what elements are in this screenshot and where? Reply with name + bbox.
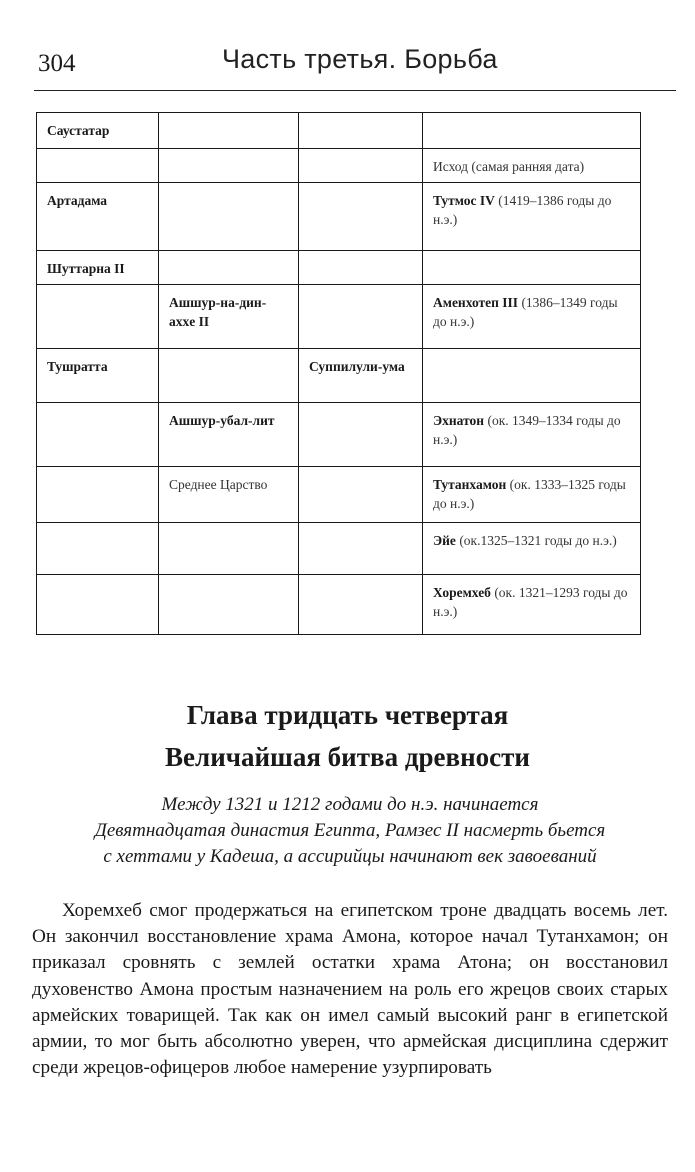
- cell-name: Тутмос IV: [433, 193, 495, 208]
- table-cell: [159, 523, 299, 575]
- table-row: [37, 285, 641, 349]
- table-cell: [299, 183, 423, 251]
- table-row: [37, 349, 641, 403]
- table-cell: [299, 149, 423, 183]
- table-cell: [423, 467, 641, 523]
- table-row: [37, 467, 641, 523]
- table-cell: [423, 575, 641, 635]
- epigraph-line: Девятнадцатая династия Египта, Рамзес II насмерть бьется: [94, 820, 606, 841]
- table-cell: [299, 467, 423, 523]
- table-row: [37, 113, 641, 149]
- table-cell: [159, 403, 299, 467]
- table-cell: [37, 251, 159, 285]
- cell-name: Аменхотеп III: [433, 295, 519, 310]
- table-cell: [299, 113, 423, 149]
- cell-dates: (1419–1386 годы до н.э.): [433, 193, 612, 227]
- cell-dates: (ок. 1349–1334 годы до н.э.): [433, 413, 621, 447]
- table-cell: [37, 467, 159, 523]
- table-cell: [37, 285, 159, 349]
- cell-name: Суппилули-ума: [309, 359, 405, 374]
- cell-name: Тутанхамон: [433, 477, 507, 492]
- table-row: [37, 523, 641, 575]
- cell-dates: (ок.1325–1321 годы до н.э.): [455, 533, 617, 548]
- table-cell: [423, 251, 641, 285]
- table-cell: [299, 403, 423, 467]
- table-cell: [299, 251, 423, 285]
- cell-name: Саустатар: [47, 123, 110, 138]
- table-cell: [159, 149, 299, 183]
- table-cell: [37, 403, 159, 467]
- cell-text: Среднее Царство: [169, 477, 268, 492]
- page-number: 304: [38, 50, 76, 77]
- table-cell: [37, 113, 159, 149]
- cell-dates: (1386–1349 годы до н.э.): [433, 295, 618, 329]
- cell-dates: (ок. 1321–1293 годы до н.э.): [433, 585, 628, 619]
- paragraph: Хоремхеб смог продержаться на египетском троне двадцать восемь лет. Он закончил восстановление храма Амона, которое начал Тутанхамон; он приказал сровнять с землей остатки храма Атона; он восстановил духовенство Амона простым назначением на роль его жрецов своих старых армейских товарищей. Так как он имел самый высокий ранг в египетской армии, то мог быть абсолютно уверен, что армейская дисциплина сдержит среди жрецов-офицеров любое намерение узурпировать: [32, 900, 668, 1079]
- table-cell: [159, 113, 299, 149]
- running-title: Часть третья. Борьба: [222, 44, 498, 74]
- table-cell: [423, 403, 641, 467]
- table-cell: [423, 183, 641, 251]
- epigraph-line: Между 1321 и 1212 годами до н.э. начинается: [161, 794, 539, 815]
- table-row: [37, 183, 641, 251]
- cell-name: Ашшур-на-дин-ахxe II: [169, 295, 267, 329]
- table-cell: [159, 285, 299, 349]
- cell-name: Тушратта: [47, 359, 108, 374]
- table-row: [37, 403, 641, 467]
- table-cell: [423, 349, 641, 403]
- table-cell: [423, 113, 641, 149]
- body-text: [32, 898, 668, 1081]
- table-cell: [159, 349, 299, 403]
- cell-name: Артадама: [47, 193, 108, 208]
- table-cell: [423, 285, 641, 349]
- table-cell: [37, 183, 159, 251]
- table-cell: [299, 285, 423, 349]
- cell-name: Ашшур-убал-лит: [169, 413, 275, 428]
- table-cell: [159, 183, 299, 251]
- table-row: [37, 575, 641, 635]
- header-rule: [34, 90, 676, 91]
- table-row: [37, 251, 641, 285]
- table-cell: [159, 575, 299, 635]
- cell-name: Эхнатон: [433, 413, 485, 428]
- page-header: [36, 42, 676, 82]
- table-cell: [159, 467, 299, 523]
- table-cell: [37, 349, 159, 403]
- table-cell: [37, 149, 159, 183]
- cell-name: Шуттарна II: [47, 261, 125, 276]
- chapter-subtitle: Величайшая битва древности: [165, 742, 530, 772]
- table-cell: [37, 575, 159, 635]
- chapter-epigraph: [30, 792, 670, 870]
- chronology-table: [36, 112, 641, 635]
- table-cell: [159, 251, 299, 285]
- table-cell: [299, 523, 423, 575]
- table-cell: [299, 349, 423, 403]
- epigraph-line: с хеттами у Кадеша, а ассирийцы начинают век завоеваний: [103, 846, 597, 867]
- cell-name: Хоремхеб: [433, 585, 491, 600]
- cell-text: Исход (самая ранняя дата): [433, 159, 585, 174]
- table-cell: [299, 575, 423, 635]
- table-row: [37, 149, 641, 183]
- table-cell: [423, 523, 641, 575]
- cell-name: Эйе: [433, 533, 456, 548]
- chapter-title: Глава тридцать четвертая: [186, 700, 509, 730]
- table-cell: [37, 523, 159, 575]
- table-cell: [423, 149, 641, 183]
- cell-dates: (ок. 1333–1325 годы до н.э.): [433, 477, 626, 511]
